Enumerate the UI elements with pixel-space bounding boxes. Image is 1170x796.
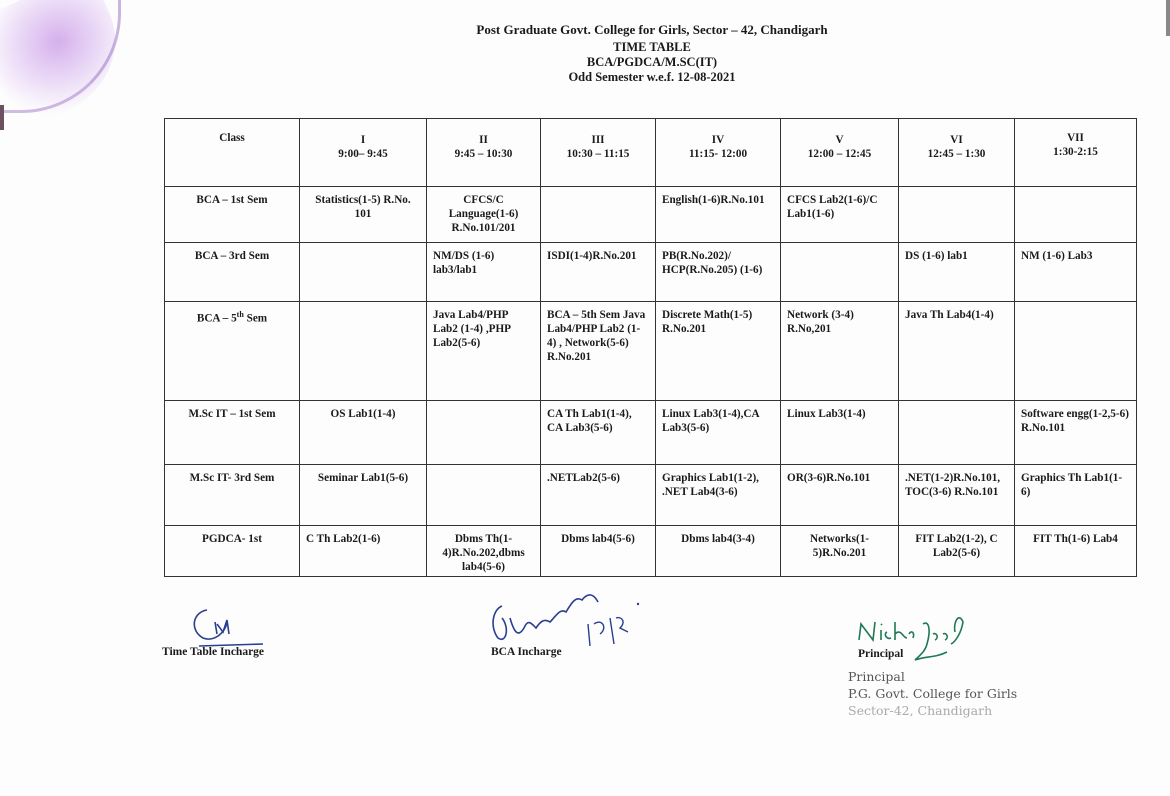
period-number: IV [711, 134, 725, 146]
period-header [427, 119, 541, 187]
class-cell [165, 302, 300, 401]
college-name: Post Graduate Govt. College for Girls, Sector – 42, Chandigarh [476, 22, 828, 37]
slot-cell: BCA – 5th Sem Java Lab4/PHP Lab2 (1-4) , Network(5-6) R.No.201 [541, 302, 656, 401]
period-header [899, 119, 1015, 187]
slot-cell: CFCS Lab2(1-6)/C Lab1(1-6) [781, 187, 899, 243]
slot-cell: Discrete Math(1-5) R.No.201 [656, 302, 781, 401]
period-time: 11:15- 12:00 [688, 148, 748, 160]
slot-cell: NM (1-6) Lab3 [1015, 243, 1137, 302]
slot-cell: .NETLab2(5-6) [541, 465, 656, 526]
table-row [165, 465, 1137, 526]
slot-cell: Dbms lab4(5-6) [541, 526, 656, 577]
period-header [656, 119, 781, 187]
slot-cell: Linux Lab3(1-4) [781, 401, 899, 465]
slot-cell: C Th Lab2(1-6) [300, 526, 427, 577]
table-row [165, 187, 1137, 243]
period-header [781, 119, 899, 187]
period-time: 12:45 – 1:30 [927, 148, 986, 160]
slot-cell [541, 187, 656, 243]
timetable-incharge-signature [185, 600, 265, 650]
stamp-line-1: Principal [848, 669, 905, 684]
slot-cell: ISDI(1-4)R.No.201 [541, 243, 656, 302]
document-header [0, 22, 1170, 85]
class-header-label: Class [219, 132, 245, 144]
slot-cell: Seminar Lab1(5-6) [300, 465, 427, 526]
principal-label: Principal [858, 648, 904, 660]
class-header [165, 119, 300, 187]
slot-cell: PB(R.No.202)/ HCP(R.No.205) (1-6) [656, 243, 781, 302]
period-header [300, 119, 427, 187]
slot-cell: Networks(1-5)R.No.201 [781, 526, 899, 577]
timetable-incharge-label: Time Table Incharge [162, 646, 265, 658]
slot-cell: Graphics Lab1(1-2), .NET Lab4(3-6) [656, 465, 781, 526]
slot-cell: CFCS/C Language(1-6) R.No.101/201 [427, 187, 541, 243]
class-label-end: Sem [243, 312, 268, 325]
table-row [165, 243, 1137, 302]
slot-cell: Dbms lab4(3-4) [656, 526, 781, 577]
slot-cell [300, 302, 427, 401]
class-cell: BCA – 3rd Sem [165, 243, 300, 302]
slot-cell: .NET(1-2)R.No.101, TOC(3-6) R.No.101 [899, 465, 1015, 526]
slot-cell [427, 465, 541, 526]
period-header [1015, 119, 1137, 187]
stamp-line-3: Sector-42, Chandigarh [848, 703, 993, 718]
period-time: 9:00– 9:45 [338, 148, 388, 160]
principal-stamp [848, 668, 1017, 719]
slot-cell [781, 243, 899, 302]
slot-cell: OS Lab1(1-4) [300, 401, 427, 465]
slot-cell: Network (3-4) R.No,201 [781, 302, 899, 401]
class-cell: PGDCA- 1st [165, 526, 300, 577]
slot-cell [899, 187, 1015, 243]
slot-cell: NM/DS (1-6) lab3/lab1 [427, 243, 541, 302]
programs: BCA/PGDCA/M.SC(IT) [586, 55, 718, 69]
class-cell: M.Sc IT – 1st Sem [165, 401, 300, 465]
class-cell: BCA – 1st Sem [165, 187, 300, 243]
slot-cell: Graphics Th Lab1(1-6) [1015, 465, 1137, 526]
slot-cell: FIT Lab2(1-2), C Lab2(5-6) [899, 526, 1015, 577]
stamp-line-2: P.G. Govt. College for Girls [848, 686, 1018, 701]
bca-incharge-signature [480, 588, 650, 653]
period-header [541, 119, 656, 187]
slot-cell: Linux Lab3(1-4),CA Lab3(5-6) [656, 401, 781, 465]
slot-cell [1015, 302, 1137, 401]
header-row [165, 119, 1137, 187]
semester: Odd Semester w.e.f. 12-08-2021 [568, 70, 736, 84]
period-number: VII [1067, 132, 1084, 144]
slot-cell: FIT Th(1-6) Lab4 [1015, 526, 1137, 577]
period-number: I [360, 134, 366, 146]
slot-cell: Java Th Lab4(1-4) [899, 302, 1015, 401]
slot-cell: English(1-6)R.No.101 [656, 187, 781, 243]
slot-cell: Software engg(1-2,5-6) R.No.101 [1015, 401, 1137, 465]
slot-cell [300, 243, 427, 302]
smudge-stem [0, 105, 4, 130]
class-label: BCA – 5 [196, 312, 237, 325]
slot-cell [427, 401, 541, 465]
period-time: 12:00 – 12:45 [807, 148, 872, 160]
bca-incharge-label: BCA Incharge [491, 646, 562, 658]
slot-cell: Dbms Th(1-4)R.No.202,dbms lab4(5-6) [427, 526, 541, 577]
class-cell: M.Sc IT- 3rd Sem [165, 465, 300, 526]
table-row [165, 302, 1137, 401]
slot-cell: DS (1-6) lab1 [899, 243, 1015, 302]
table-row [165, 526, 1137, 577]
timetable [164, 118, 1137, 577]
slot-cell [899, 401, 1015, 465]
period-number: VI [950, 134, 963, 146]
period-time: 9:45 – 10:30 [454, 148, 513, 160]
slot-cell: OR(3-6)R.No.101 [781, 465, 899, 526]
slot-cell: Statistics(1-5) R.No. 101 [300, 187, 427, 243]
slot-cell [1015, 187, 1137, 243]
period-number: II [479, 134, 488, 146]
table-row [165, 401, 1137, 465]
period-time: 1:30-2:15 [1053, 146, 1098, 158]
class-superscript: th [236, 310, 244, 319]
period-number: III [591, 134, 605, 146]
slot-cell: CA Th Lab1(1-4), CA Lab3(5-6) [541, 401, 656, 465]
period-number: V [835, 134, 844, 146]
document-title: TIME TABLE [613, 40, 691, 54]
period-time: 10:30 – 11:15 [566, 148, 630, 160]
slot-cell: Java Lab4/PHP Lab2 (1-4) ,PHP Lab2(5-6) [427, 302, 541, 401]
